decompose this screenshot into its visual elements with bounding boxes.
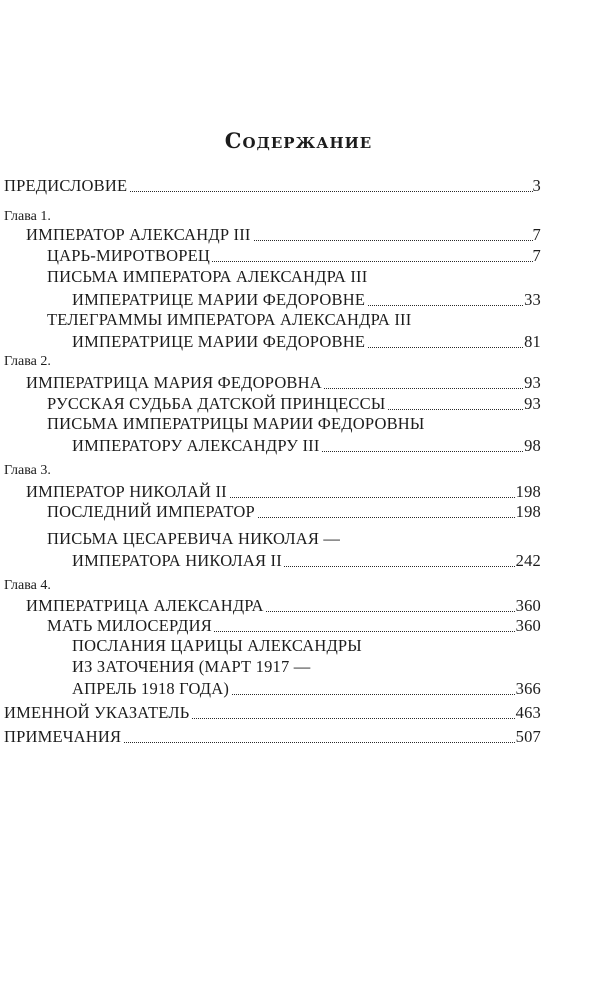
toc-entry[interactable] bbox=[0, 678, 597, 700]
toc-page-number: 93 bbox=[524, 373, 541, 392]
toc-page-number: 198 bbox=[515, 482, 541, 501]
page-title: Содержание bbox=[224, 128, 373, 153]
toc-page-number: 198 bbox=[515, 502, 541, 521]
toc-entry-title: ПИСЬМА ЦЕСАРЕВИЧА НИКОЛАЯ — bbox=[47, 529, 341, 548]
toc-entry[interactable] bbox=[0, 501, 597, 523]
toc-page-number: 360 bbox=[515, 596, 541, 615]
toc-entry-continuation bbox=[0, 413, 597, 435]
toc-entry[interactable] bbox=[0, 224, 597, 246]
toc-entry[interactable] bbox=[0, 372, 597, 394]
toc-entry-title: АПРЕЛЬ 1918 ГОДА) bbox=[72, 679, 230, 698]
toc-entry[interactable] bbox=[0, 435, 597, 457]
toc-entry-title: ЦАРЬ-МИРОТВОРЕЦ bbox=[47, 246, 211, 265]
toc-page-number: 7 bbox=[532, 246, 541, 265]
toc-page-number: 98 bbox=[524, 436, 541, 455]
toc-page-number: 7 bbox=[532, 225, 541, 244]
toc-entry[interactable] bbox=[0, 615, 597, 637]
toc-entry[interactable] bbox=[0, 289, 597, 311]
toc-entry-title: ПИСЬМА ИМПЕРАТОРА АЛЕКСАНДРА III bbox=[47, 267, 368, 286]
chapter-label: Глава 4. bbox=[4, 578, 51, 593]
toc-page-number: 81 bbox=[524, 332, 541, 351]
toc-entry-title: РУССКАЯ СУДЬБА ДАТСКОЙ ПРИНЦЕССЫ bbox=[47, 394, 386, 413]
toc-page-number: 507 bbox=[515, 727, 541, 746]
toc-entry[interactable] bbox=[0, 702, 597, 724]
toc-entry-title: ИМПЕРАТРИЦЕ МАРИИ ФЕДОРОВНЕ bbox=[72, 290, 366, 309]
toc-entry-title: ПОСЛЕДНИЙ ИМПЕРАТОР bbox=[47, 502, 255, 521]
toc-page-number: 3 bbox=[532, 176, 541, 195]
toc-entry-title: МАТЬ МИЛОСЕРДИЯ bbox=[47, 616, 212, 635]
toc-page-number: 33 bbox=[524, 290, 541, 309]
toc-entry-title: ИМПЕРАТОР НИКОЛАЙ II bbox=[26, 482, 227, 501]
toc-entry[interactable] bbox=[0, 595, 597, 617]
toc-entry[interactable] bbox=[0, 550, 597, 572]
toc-page-number: 366 bbox=[515, 679, 541, 698]
toc-entry-continuation bbox=[0, 635, 597, 657]
toc-page-number: 93 bbox=[524, 394, 541, 413]
toc-entry-title: ИМПЕРАТРИЦЕ МАРИИ ФЕДОРОВНЕ bbox=[72, 332, 366, 351]
toc-entry-continuation bbox=[0, 656, 597, 678]
toc-entry-title: ИМПЕРАТРИЦА АЛЕКСАНДРА bbox=[26, 596, 264, 615]
toc-entry-continuation bbox=[0, 266, 597, 288]
chapter-label: Глава 2. bbox=[4, 354, 51, 369]
toc-entry-title: ПОСЛАНИЯ ЦАРИЦЫ АЛЕКСАНДРЫ bbox=[72, 636, 362, 655]
toc-entry-title: ИМПЕРАТОР АЛЕКСАНДР III bbox=[26, 225, 251, 244]
toc-page-number: 360 bbox=[515, 616, 541, 635]
toc-entry-title: ИМПЕРАТОРА НИКОЛАЯ II bbox=[72, 551, 282, 570]
toc-entry-continuation bbox=[0, 309, 597, 331]
toc-entry-title: ПИСЬМА ИМПЕРАТРИЦЫ МАРИИ ФЕДОРОВНЫ bbox=[47, 414, 425, 433]
toc-entry-title: ПРИМЕЧАНИЯ bbox=[4, 727, 122, 746]
toc-entry[interactable] bbox=[0, 175, 597, 197]
toc-entry-title: ИЗ ЗАТОЧЕНИЯ (МАРТ 1917 — bbox=[72, 657, 311, 676]
toc-entry-title: ТЕЛЕГРАММЫ ИМПЕРАТОРА АЛЕКСАНДРА III bbox=[47, 310, 412, 329]
toc-entry-title: ИМПЕРАТРИЦА МАРИЯ ФЕДОРОВНА bbox=[26, 373, 322, 392]
toc-entry-continuation bbox=[0, 528, 597, 550]
toc-entry[interactable] bbox=[0, 331, 597, 353]
toc-entry[interactable] bbox=[0, 726, 597, 748]
toc-entry[interactable] bbox=[0, 393, 597, 415]
toc-entry-title: ИМЕННОЙ УКАЗАТЕЛЬ bbox=[4, 703, 190, 722]
toc-page-number: 463 bbox=[515, 703, 541, 722]
toc-entry-title: ИМПЕРАТОРУ АЛЕКСАНДРУ III bbox=[72, 436, 320, 455]
toc-page-number: 242 bbox=[515, 551, 541, 570]
toc-entry-title: ПРЕДИСЛОВИЕ bbox=[4, 176, 128, 195]
chapter-label: Глава 1. bbox=[4, 209, 51, 224]
toc-entry[interactable] bbox=[0, 245, 597, 267]
chapter-label: Глава 3. bbox=[4, 463, 51, 478]
toc-entry[interactable] bbox=[0, 481, 597, 503]
